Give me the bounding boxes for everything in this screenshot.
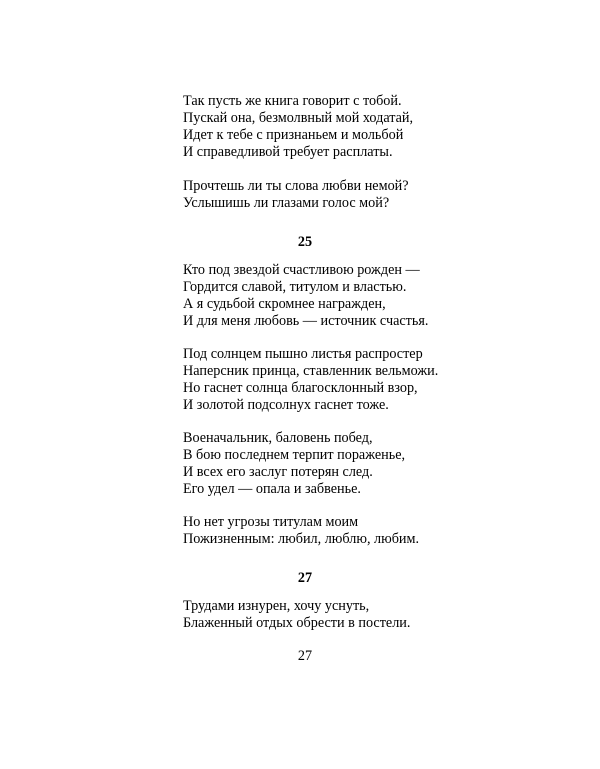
sonnet-number: 25 [297, 234, 313, 250]
poem-line: Пожизненным: любил, люблю, любим. [183, 531, 420, 547]
poem-line: Трудами изнурен, хочу уснуть, [183, 598, 370, 614]
poem-line: Идет к тебе с признаньем и мольбой [183, 127, 404, 143]
poem-line: И всех его заслуг потерян след. [183, 464, 373, 480]
poem-line: Услышишь ли глазами голос мой? [183, 195, 390, 211]
poem-line: И золотой подсолнух гаснет тоже. [183, 397, 389, 413]
poem-line: Кто под звездой счастливою рожден — [183, 262, 420, 278]
page-number: 27 [297, 648, 313, 664]
poem-line: Под солнцем пышно листья распростер [183, 346, 423, 362]
poem-line: И для меня любовь — источник счастья. [183, 313, 429, 329]
poem-line: Гордится славой, титулом и властью. [183, 279, 407, 295]
sonnet-number: 27 [297, 570, 313, 586]
poem-line: Блаженный отдых обрести в постели. [183, 615, 411, 631]
poem-line: А я судьбой скромнее награжден, [183, 296, 386, 312]
poem-line: Так пусть же книга говорит с тобой. [183, 93, 402, 109]
poem-line: В бою последнем терпит пораженье, [183, 447, 406, 463]
poem-line: Прочтешь ли ты слова любви немой? [183, 178, 409, 194]
poem-line: Его удел — опала и забвенье. [183, 481, 361, 497]
poem-line: Но гаснет солнца благосклонный взор, [183, 380, 418, 396]
poem-line: Пускай она, безмолвный мой ходатай, [183, 110, 414, 126]
poem-line: Наперсник принца, ставленник вельможи. [183, 363, 439, 379]
poem-line: И справедливой требует расплаты. [183, 144, 393, 160]
poem-line: Военачальник, баловень побед, [183, 430, 373, 446]
poem-line: Но нет угрозы титулам моим [183, 514, 359, 530]
